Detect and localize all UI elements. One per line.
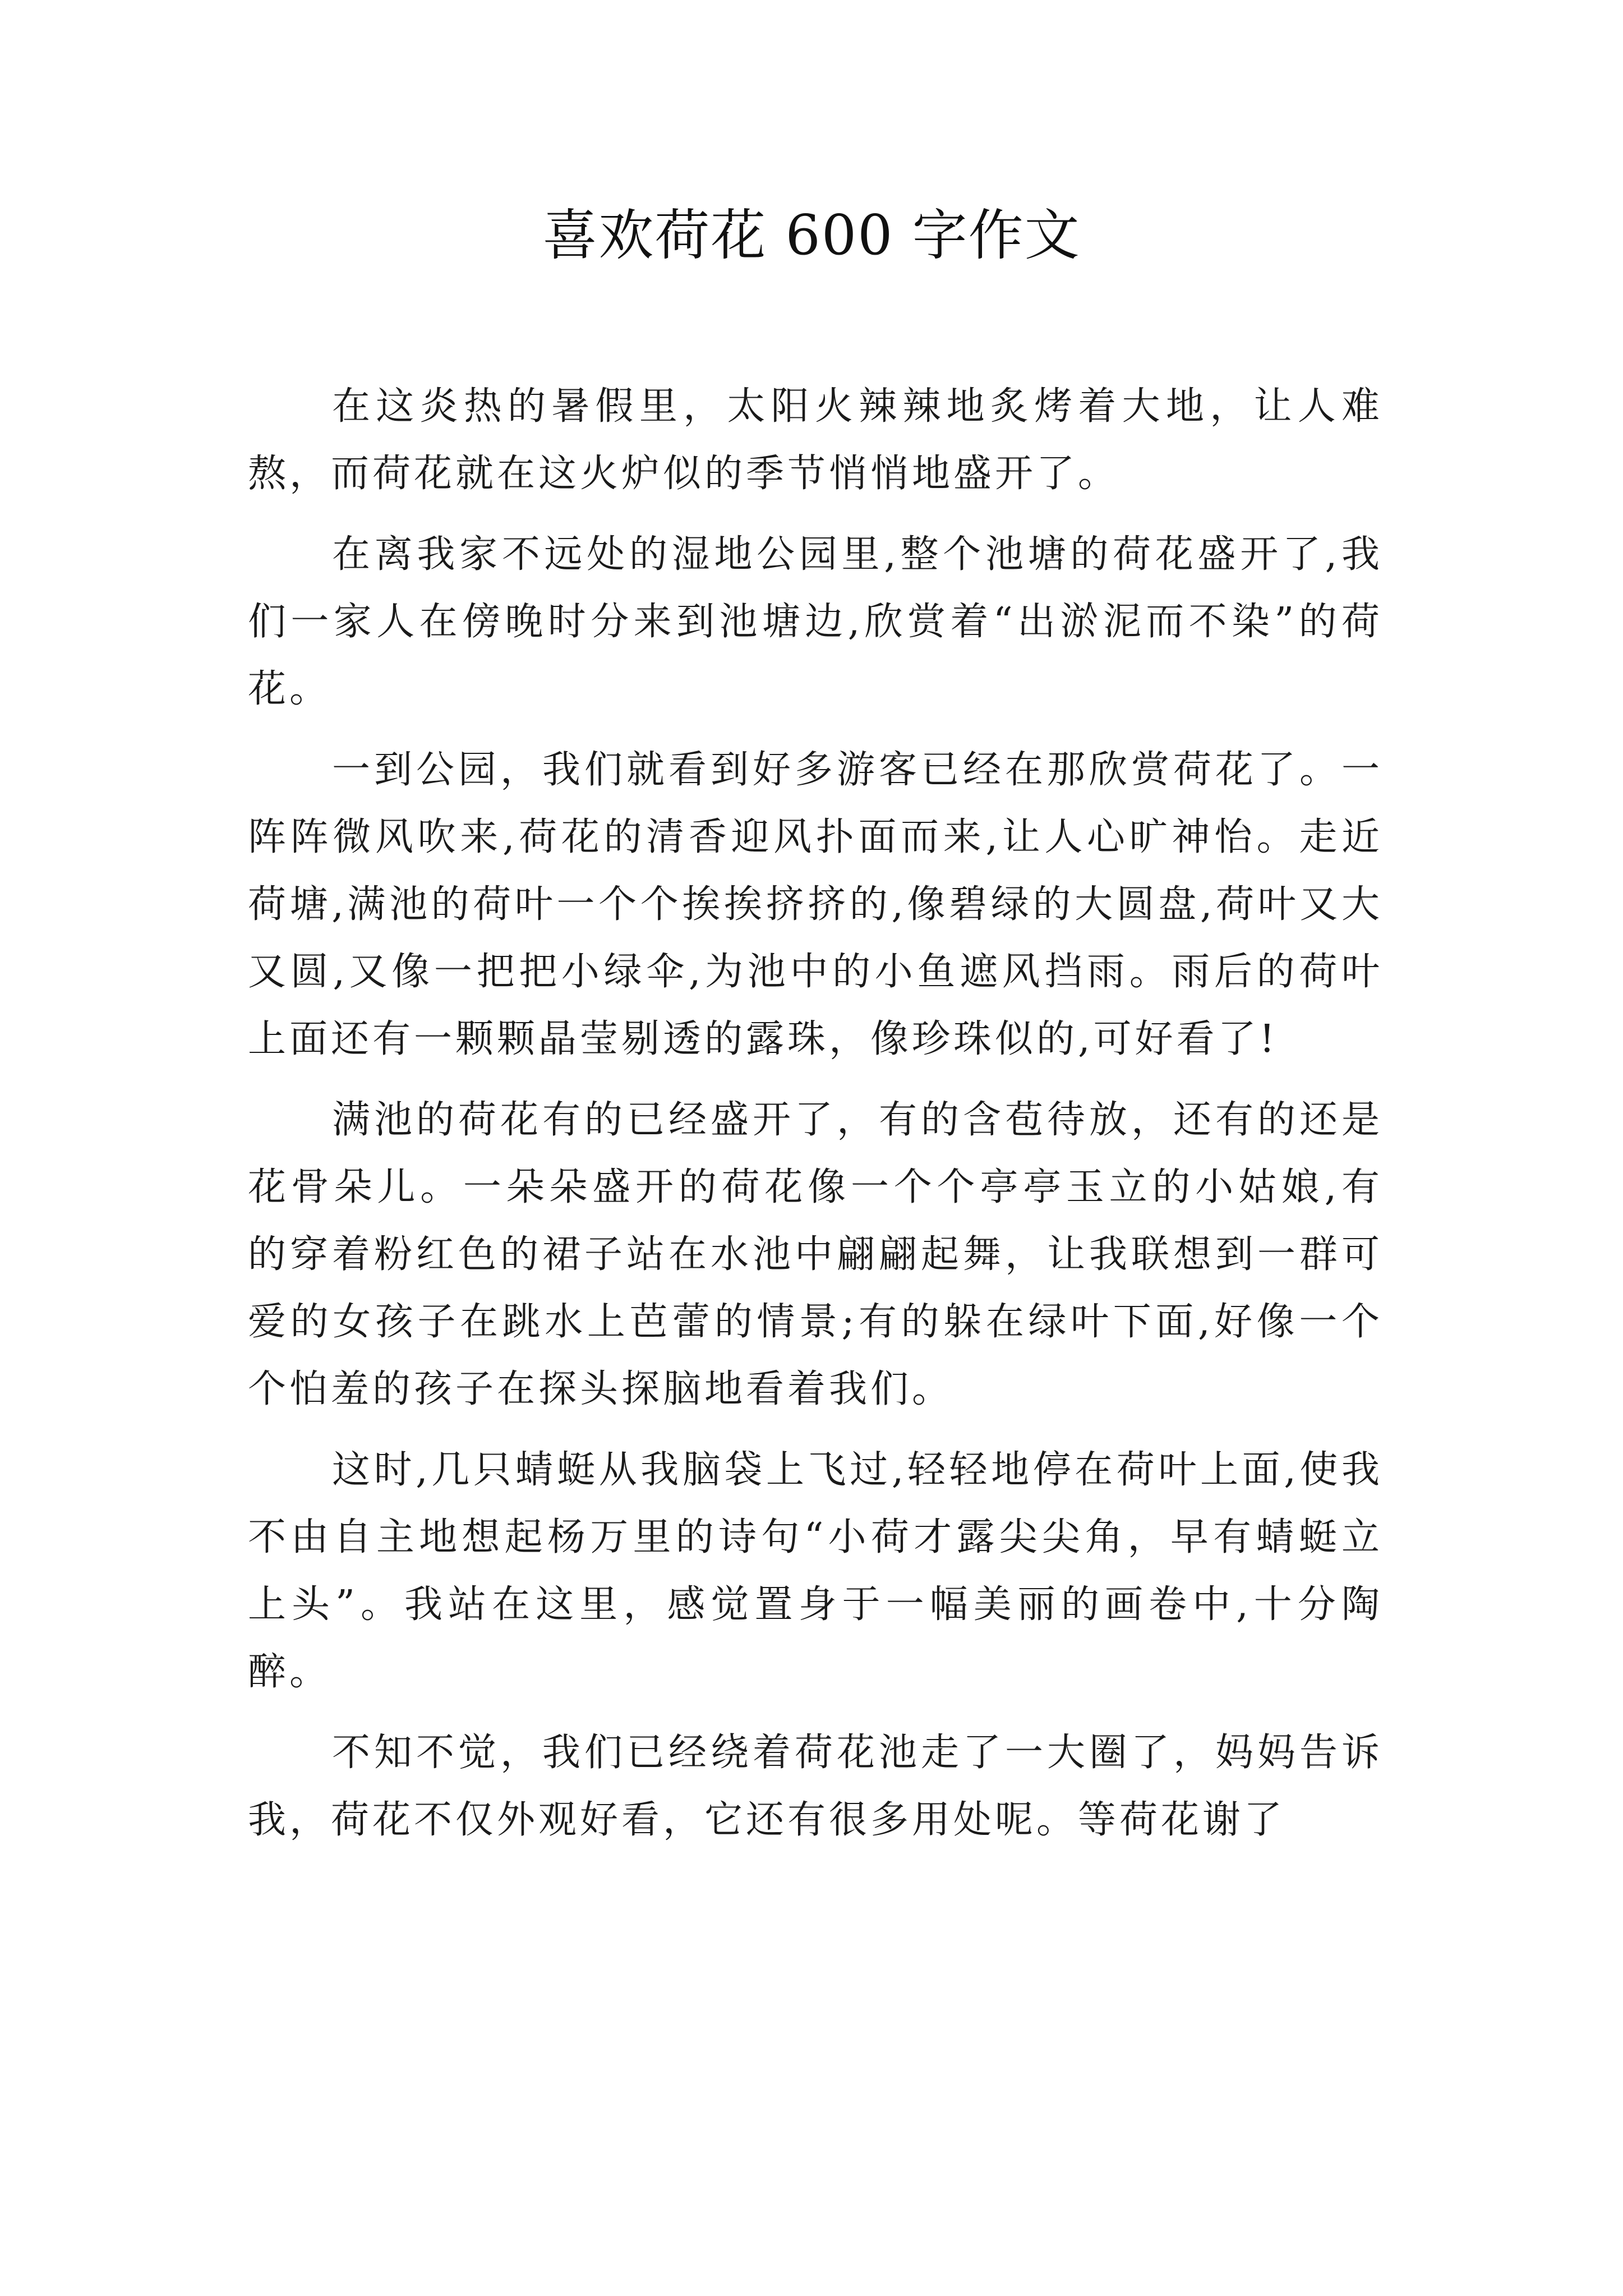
document-title: 喜欢荷花 600 字作文 [542,204,1081,268]
document-body [248,373,1383,1867]
paragraph-5: 这时,几只蜻蜓从我脑袋上飞过,轻轻地停在荷叶上面,使我不由自主地想起杨万里的诗句“小荷才露尖尖角，早有蜻蜓立上头”。我站在这里，感觉置身于一幅美丽的画卷中,十分陶醉。 [248,1448,1383,1694]
paragraph-2: 在离我家不远处的湿地公园里,整个池塘的荷花盛开了,我们一家人在傍晚时分来到池塘边,欣赏着“出淤泥而不染”的荷花。 [248,532,1383,711]
paragraph-4: 满池的荷花有的已经盛开了，有的含苞待放，还有的还是花骨朵儿。一朵朵盛开的荷花像一个个亭亭玉立的小姑娘,有的穿着粉红色的裙子站在水池中翩翩起舞，让我联想到一群可爱的女孩子在跳水上芭蕾的情景;有的躲在绿叶下面,好像一个个怕羞的孩子在探头探脑地看着我们。 [248,1098,1383,1411]
paragraph-1: 在这炎热的暑假里，太阳火辣辣地炙烤着大地，让人难熬，而荷花就在这火炉似的季节悄悄地盛开了。 [248,384,1383,496]
paragraph-3: 一到公园，我们就看到好多游客已经在那欣赏荷花了。一阵阵微风吹来,荷花的清香迎风扑面而来,让人心旷神怡。走近荷塘,满池的荷叶一个个挨挨挤挤的,像碧绿的大圆盘,荷叶又大又圆,又像一把把小绿伞,为池中的小鱼遮风挡雨。雨后的荷叶上面还有一颗颗晶莹剔透的露珠，像珍珠似的,可好看了! [248,748,1383,1061]
paragraph-6: 不知不觉，我们已经绕着荷花池走了一大圈了，妈妈告诉我，荷花不仅外观好看，它还有很多用处呢。等荷花谢了 [248,1731,1383,1842]
